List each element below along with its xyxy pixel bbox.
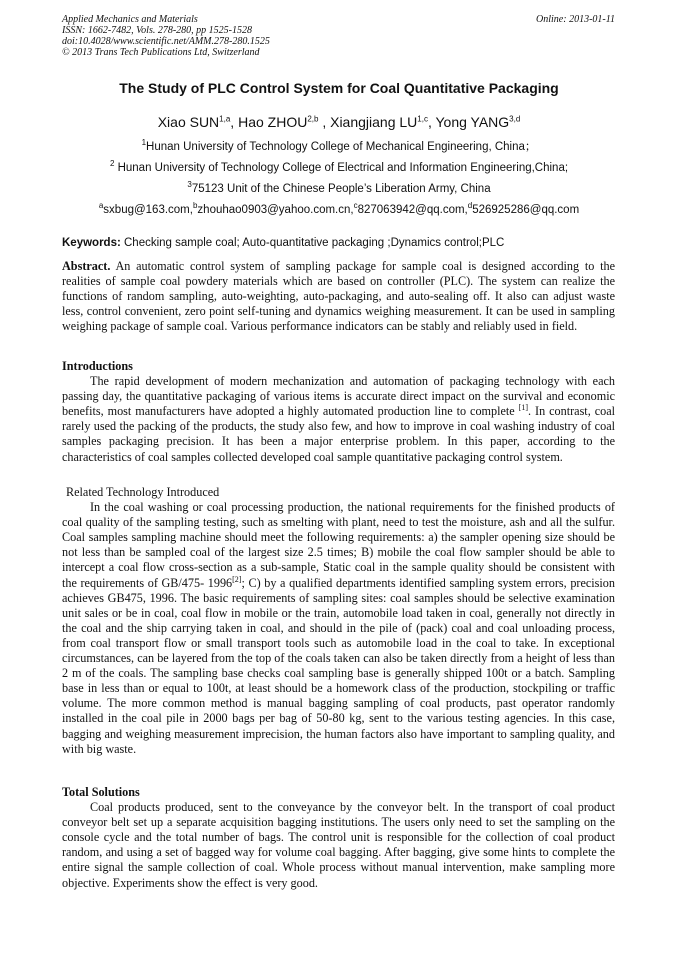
citation-ref[interactable]: [1] — [518, 403, 528, 413]
journal-name: Applied Mechanics and Materials — [62, 14, 198, 25]
email-mark: d — [467, 201, 473, 211]
abstract-label: Abstract. — [62, 259, 111, 273]
citation-ref[interactable]: [2] — [232, 574, 242, 584]
paper-title: The Study of PLC Control System for Coal Quantitative Packaging — [119, 80, 559, 96]
author-separator: , — [427, 114, 436, 130]
affiliation-mark: 3 — [187, 180, 192, 190]
author-name: Yong YANG — [435, 114, 510, 130]
author-affil-mark: 1,c — [417, 114, 428, 124]
paragraph: Coal products produced, sent to the conveyance by the conveyor belt. In the transport of coal product conveyor belt set up a separate acquisition bagging institutions. The users only need to set the sampling on the console cycle and the total number of bags. The control unit is responsible for the collection of coal product random, and using a set of bagged way for volume coal bagging. After bagging, give some hints to complete the entire signal the sample collection of coal. Whole process without manual intervention, make sampling more objective. Experiments show the effect is very good. — [62, 800, 615, 890]
email-mark: b — [192, 201, 198, 211]
paragraph-text: ; C) by a qualified departments identified sampling system errors, precision achieves GB475, 1996. The basic requirements of sampling sites: coal samples should be selective examination unit sales or be in coal, coal flow in mobile or the train, automobile load taken in coal, generally not directly in the coal and the ship carrying taken in coal, and should in the pile of (pack) coal and coal unloading process, from coal transport flow or small transport tools such as automobile load in the coal to take. In exceptional circumstances, can be layered from the top of the coals taken can also be taken directly from a height of less than 2 m of the coals. The sampling base checks coal sampling base is generally shipped 100t or a batch. Sampling base in less than or equal to 100t, at least should be a homework class of the production, stockpiling or traffic volume. The more common method is manual bagging sampling of coal products, past operator randomly installed in the coal pile in 2000 bags per bag of 50-80 kg, sent to the various testing agencies. In this case, bagging and weighing measurement imprecision, the human factors also have important to sampling quality, and with big waste. — [62, 575, 615, 756]
section-total-solutions — [62, 785, 615, 891]
section-heading: Introductions — [62, 359, 133, 373]
journal-copyright: © 2013 Trans Tech Publications Ltd, Switzerland — [62, 47, 260, 58]
email-mark: a — [98, 201, 104, 211]
paragraph-text: . In contrast, coal rarely used the packing of the products, the study also few, and how to improve in coal washing industry of coal samples packaging precision. It has been a major enterprise problem. In this paper, according to the characteristics of coal samples collected developed coal sample quantitative packaging control system. — [62, 404, 615, 464]
author-name: Xiao SUN — [157, 114, 220, 130]
paragraph-text: In the coal washing or coal processing production, the national requirements for the finished products of coal quality of the sampling testing, such as smelting with plant, need to test the moisture, ash and all the sulfur. Coal samples sampling machine should meet the following requirements: a) the sampler opening size should be not less than be sampled coal of the largest size 2.5 times; B) mobile the coal flow sampler should be able to intercept a coal flow cross-section as a sub-sample, Static coal in the sample quality should be consistent with the requirements of GB/475- 1996 — [62, 500, 615, 590]
keywords-label: Keywords: — [62, 237, 121, 249]
author-affil-mark: 1,a — [219, 114, 231, 124]
email-address[interactable]: 827063942@qq.com, — [357, 204, 468, 216]
abstract — [62, 259, 615, 334]
online-date: Online: 2013-01-11 — [536, 14, 615, 25]
email-address[interactable]: sxbug@163.com, — [103, 204, 193, 216]
keywords — [62, 237, 615, 249]
email-address[interactable]: 526925286@qq.com — [472, 204, 580, 216]
journal-issn: ISSN: 1662-7482, Vols. 278-280, pp 1525-1528 — [62, 25, 252, 36]
author-affil-mark: 3,d — [509, 114, 521, 124]
journal-doi: doi:10.4028/www.scientific.net/AMM.278-280.1525 — [62, 36, 270, 47]
author-name: Xiangjiang LU — [330, 114, 418, 130]
author-affil-mark: 2,b — [307, 114, 319, 124]
author-name: Hao ZHOU — [238, 114, 308, 130]
email-mark: c — [353, 201, 358, 211]
keywords-text: Checking sample coal; Auto-quantitative packaging ;Dynamics control;PLC — [120, 237, 505, 249]
affiliation-text: 75123 Unit of the Chinese People’s Liberation Army, China — [191, 183, 491, 195]
author-line — [40, 114, 638, 130]
email-line — [40, 201, 638, 216]
author-separator: , — [230, 114, 239, 130]
affiliation-text: Hunan University of Technology College of Electrical and Information Engineering,China; — [114, 162, 569, 174]
affiliation-1 — [40, 138, 638, 154]
section-introductions — [62, 359, 615, 465]
paragraph — [62, 374, 615, 465]
paragraph — [62, 500, 615, 757]
section-related-technology — [62, 485, 615, 757]
affiliation-2 — [40, 159, 638, 174]
paragraph-text: The rapid development of modern mechanization and automation of packaging technology with each passing day, the quantitative packaging of various items is accurate direct impact on the survival and economic benefits, most manufacturers have adopted a highly automated production line to complete — [62, 374, 615, 419]
email-address[interactable]: zhouhao0903@yahoo.com.cn, — [197, 204, 354, 216]
affiliation-mark: 2 — [109, 159, 115, 169]
journal-header — [62, 14, 615, 58]
affiliation-3 — [40, 180, 638, 195]
author-separator: , — [318, 114, 331, 130]
affiliation-text: Hunan University of Technology College of Mechanical Engineering, China； — [146, 141, 537, 153]
affiliation-mark: 1 — [141, 138, 147, 148]
section-heading: Related Technology Introduced — [66, 485, 220, 499]
section-heading: Total Solutions — [62, 785, 140, 799]
abstract-text: An automatic control system of sampling package for sample coal is designed according to the realities of sample coal powdery materials which are based on controller (PLC). The system can realize the functions of random sampling, auto-weighting, auto-packaging, and auto-sealing off. It also can adjust waste less, control convenient, zero point self-tuning and dynamics weighing measurement. It can be used in sampling weighing package of sample coal. Various performance indicators can be stably and reliably used in field. — [62, 259, 615, 334]
